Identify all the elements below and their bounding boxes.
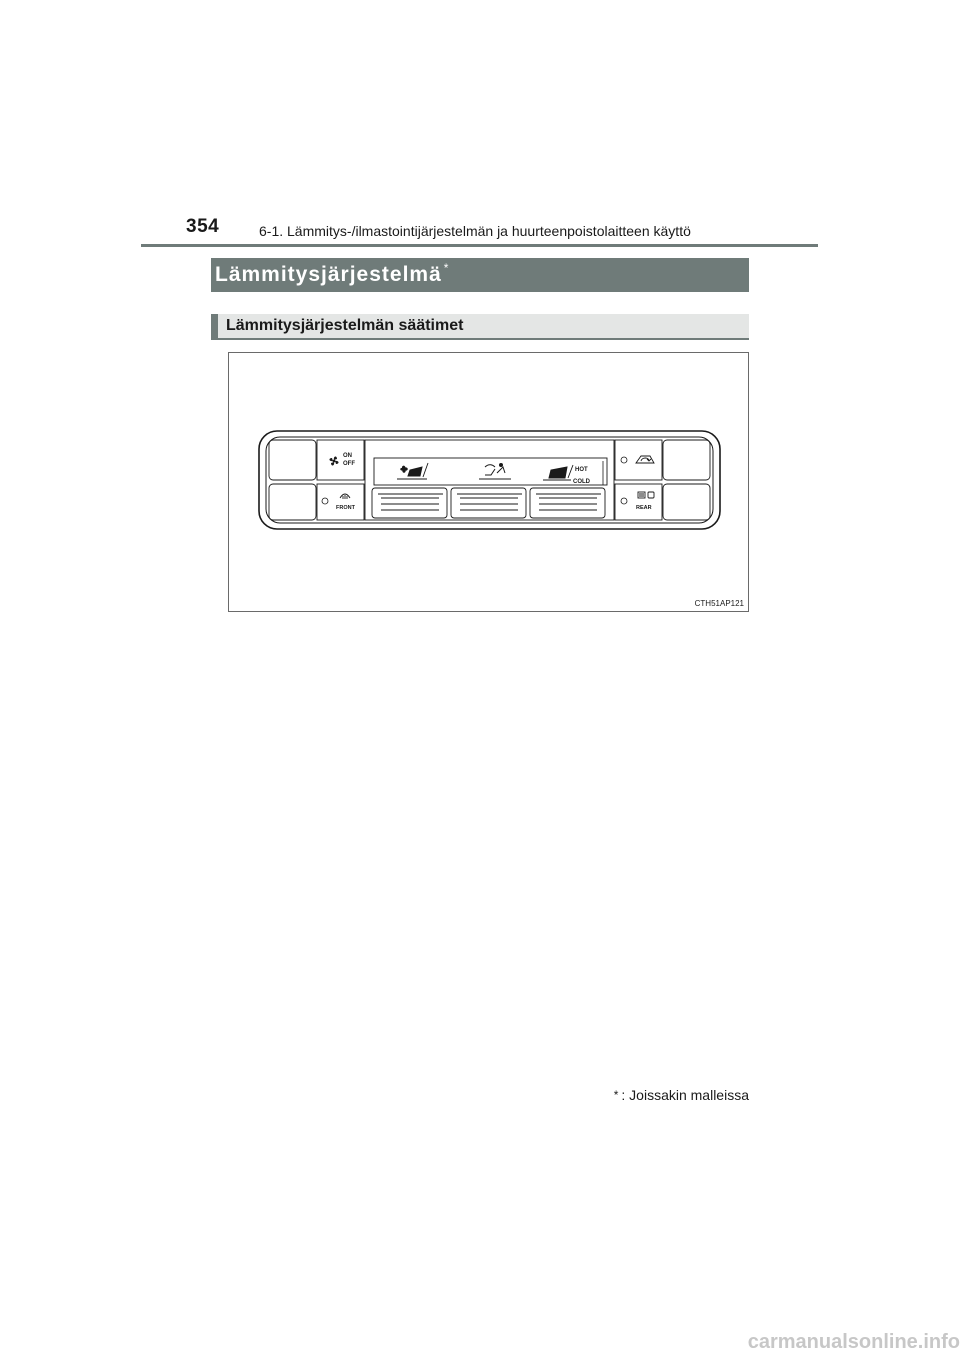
hot-label: HOT — [575, 467, 588, 473]
footnote-text: : Joissakin malleissa — [621, 1087, 749, 1103]
section-marker: * — [443, 261, 449, 275]
subsection-title: Lämmitysjärjestelmän säätimet — [226, 317, 464, 334]
cold-label: COLD — [573, 479, 590, 485]
footnote-marker: * — [613, 1088, 619, 1102]
header-rule — [141, 244, 818, 247]
fan-on-label: ON — [343, 453, 352, 459]
subsection-header — [211, 314, 749, 340]
rear-label: REAR — [636, 505, 652, 511]
heater-control-panel-illustration — [229, 353, 748, 611]
section-title: Lämmitysjärjestelmä — [215, 263, 442, 286]
figure-label: CTH51AP121 — [694, 599, 744, 608]
running-title: 6-1. Lämmitys-/ilmastointijärjestelmän ja huurteenpoistolaitteen käyttö — [259, 223, 691, 239]
section-header — [211, 258, 749, 292]
page-number: 354 — [186, 216, 220, 237]
footnote — [614, 1087, 749, 1103]
front-label: FRONT — [336, 505, 355, 511]
heater-controls-figure — [228, 352, 749, 612]
fan-off-label: OFF — [343, 461, 355, 467]
watermark: carmanualsonline.info — [747, 1331, 960, 1353]
